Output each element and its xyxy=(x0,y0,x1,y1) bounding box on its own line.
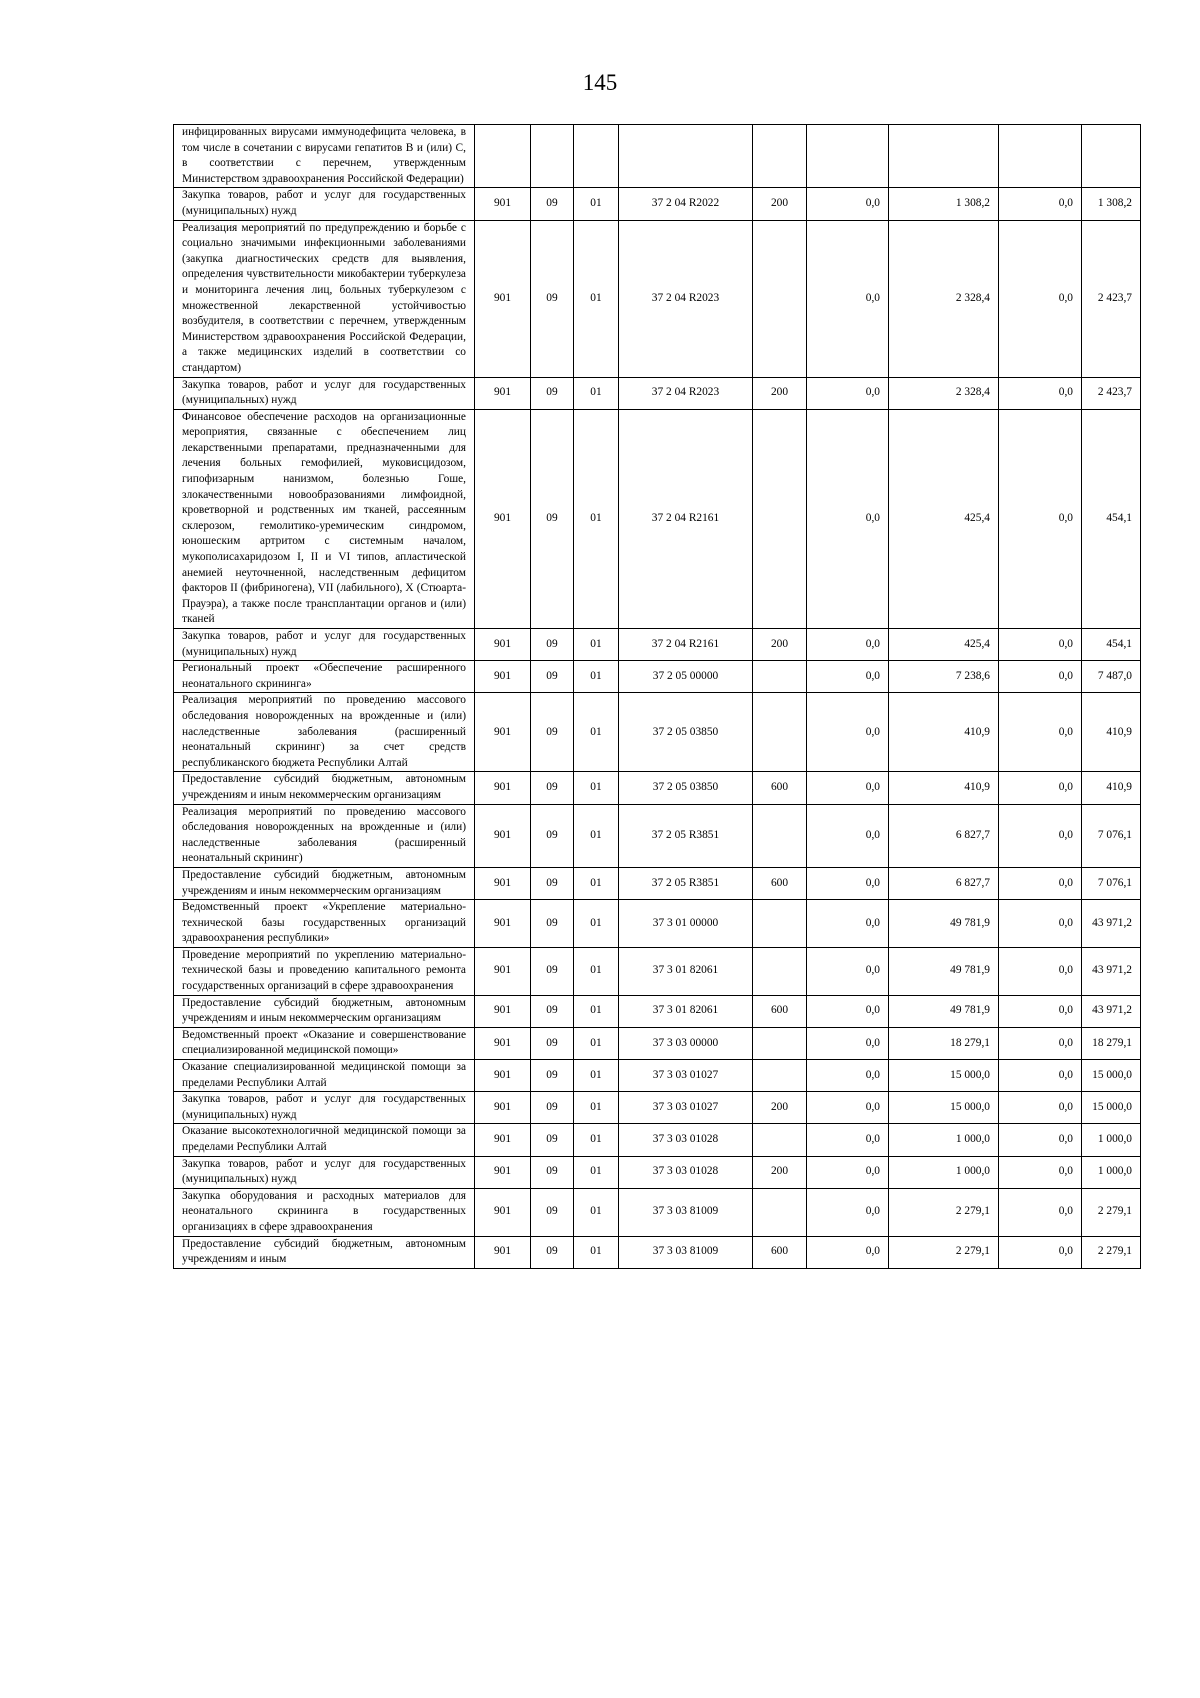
amount-col-4: 7 487,0 xyxy=(1082,661,1141,693)
table-row xyxy=(174,188,1141,220)
target-article-code xyxy=(619,125,753,188)
amount-col-2: 2 328,4 xyxy=(889,377,999,409)
ministry-code: 901 xyxy=(475,1124,531,1156)
amount-col-3: 0,0 xyxy=(999,867,1082,899)
expense-type-code: 200 xyxy=(753,188,807,220)
amount-col-2: 2 279,1 xyxy=(889,1236,999,1268)
subsection-code: 01 xyxy=(574,693,619,772)
amount-col-2: 6 827,7 xyxy=(889,867,999,899)
target-article-code: 37 3 03 01027 xyxy=(619,1060,753,1092)
target-article-code: 37 2 05 03850 xyxy=(619,772,753,804)
subsection-code: 01 xyxy=(574,1236,619,1268)
table-row xyxy=(174,1156,1141,1188)
table-row xyxy=(174,1236,1141,1268)
expense-type-code: 600 xyxy=(753,772,807,804)
section-code xyxy=(531,125,574,188)
subsection-code: 01 xyxy=(574,900,619,948)
subsection-code: 01 xyxy=(574,1156,619,1188)
ministry-code: 901 xyxy=(475,1060,531,1092)
expense-type-code xyxy=(753,1027,807,1059)
target-article-code: 37 3 03 01028 xyxy=(619,1156,753,1188)
expense-type-code xyxy=(753,804,807,867)
amount-col-1: 0,0 xyxy=(807,947,889,995)
row-description: Финансовое обеспечение расходов на организационные мероприятия, связанные с обеспечением лиц лекарственными препаратами, предназначенными для лечения больных гемофилией, муковисцидозом, гипофизарным нанизмом, болезнью Гоше, злокачественными новообразованиями лимфоидной, кроветворной и родственных им тканей, рассеянным склерозом, гемолитико-уремическим синдромом, юношеским артритом с системным началом, мукополисахаридозом I, II и VI типов, апластической анемией неуточненной, наследственным дефицитом факторов II (фибриногена), VII (лабильного), X (Стюарта-Прауэра), а также после трансплантации органов и (или) тканей xyxy=(174,409,475,628)
target-article-code: 37 2 05 R3851 xyxy=(619,804,753,867)
amount-col-2: 425,4 xyxy=(889,409,999,628)
amount-col-1: 0,0 xyxy=(807,661,889,693)
table-row xyxy=(174,804,1141,867)
ministry-code: 901 xyxy=(475,377,531,409)
amount-col-1: 0,0 xyxy=(807,693,889,772)
amount-col-4: 43 971,2 xyxy=(1082,947,1141,995)
section-code: 09 xyxy=(531,1027,574,1059)
amount-col-2 xyxy=(889,125,999,188)
amount-col-1: 0,0 xyxy=(807,629,889,661)
expense-type-code xyxy=(753,125,807,188)
section-code: 09 xyxy=(531,409,574,628)
amount-col-1: 0,0 xyxy=(807,1060,889,1092)
ministry-code: 901 xyxy=(475,693,531,772)
subsection-code: 01 xyxy=(574,1092,619,1124)
amount-col-4: 1 000,0 xyxy=(1082,1124,1141,1156)
amount-col-2: 1 000,0 xyxy=(889,1156,999,1188)
amount-col-3: 0,0 xyxy=(999,188,1082,220)
ministry-code: 901 xyxy=(475,220,531,377)
table-row xyxy=(174,661,1141,693)
amount-col-3: 0,0 xyxy=(999,220,1082,377)
ministry-code: 901 xyxy=(475,629,531,661)
budget-table xyxy=(173,124,1141,1269)
target-article-code: 37 3 03 81009 xyxy=(619,1188,753,1236)
amount-col-4: 1 000,0 xyxy=(1082,1156,1141,1188)
amount-col-1: 0,0 xyxy=(807,220,889,377)
expense-type-code: 200 xyxy=(753,629,807,661)
amount-col-1: 0,0 xyxy=(807,409,889,628)
subsection-code: 01 xyxy=(574,1188,619,1236)
row-description: Проведение мероприятий по укреплению материально-технической базы и проведению капитального ремонта государственных организаций в сфере здравоохранения xyxy=(174,947,475,995)
amount-col-3: 0,0 xyxy=(999,947,1082,995)
table-row xyxy=(174,693,1141,772)
subsection-code: 01 xyxy=(574,995,619,1027)
row-description: Предоставление субсидий бюджетным, автономным учреждениям и иным некоммерческим организациям xyxy=(174,867,475,899)
ministry-code: 901 xyxy=(475,1027,531,1059)
amount-col-2: 1 000,0 xyxy=(889,1124,999,1156)
section-code: 09 xyxy=(531,377,574,409)
expense-type-code xyxy=(753,1060,807,1092)
section-code: 09 xyxy=(531,772,574,804)
section-code: 09 xyxy=(531,1124,574,1156)
amount-col-1: 0,0 xyxy=(807,804,889,867)
amount-col-2: 7 238,6 xyxy=(889,661,999,693)
amount-col-1: 0,0 xyxy=(807,1156,889,1188)
expense-type-code: 600 xyxy=(753,995,807,1027)
amount-col-2: 2 328,4 xyxy=(889,220,999,377)
subsection-code: 01 xyxy=(574,1060,619,1092)
expense-type-code xyxy=(753,1124,807,1156)
amount-col-1: 0,0 xyxy=(807,1092,889,1124)
expense-type-code xyxy=(753,409,807,628)
table-row xyxy=(174,125,1141,188)
amount-col-2: 18 279,1 xyxy=(889,1027,999,1059)
section-code: 09 xyxy=(531,1092,574,1124)
row-description: Закупка товаров, работ и услуг для государственных (муниципальных) нужд xyxy=(174,629,475,661)
row-description: Закупка товаров, работ и услуг для государственных (муниципальных) нужд xyxy=(174,1092,475,1124)
target-article-code: 37 2 05 03850 xyxy=(619,693,753,772)
amount-col-3: 0,0 xyxy=(999,900,1082,948)
target-article-code: 37 3 01 00000 xyxy=(619,900,753,948)
amount-col-3: 0,0 xyxy=(999,995,1082,1027)
amount-col-3: 0,0 xyxy=(999,1092,1082,1124)
row-description: Предоставление субсидий бюджетным, автономным учреждениям и иным некоммерческим организациям xyxy=(174,995,475,1027)
amount-col-2: 6 827,7 xyxy=(889,804,999,867)
ministry-code: 901 xyxy=(475,804,531,867)
ministry-code: 901 xyxy=(475,1236,531,1268)
expense-type-code: 200 xyxy=(753,1156,807,1188)
amount-col-3: 0,0 xyxy=(999,1124,1082,1156)
expense-type-code: 600 xyxy=(753,867,807,899)
amount-col-4: 454,1 xyxy=(1082,409,1141,628)
amount-col-4: 15 000,0 xyxy=(1082,1060,1141,1092)
row-description: Региональный проект «Обеспечение расширенного неонатального скрининга» xyxy=(174,661,475,693)
section-code: 09 xyxy=(531,995,574,1027)
row-description: Закупка оборудования и расходных материалов для неонатального скрининга в государственных организациях в сфере здравоохранения xyxy=(174,1188,475,1236)
amount-col-1: 0,0 xyxy=(807,772,889,804)
row-description: Закупка товаров, работ и услуг для государственных (муниципальных) нужд xyxy=(174,1156,475,1188)
expense-type-code xyxy=(753,220,807,377)
target-article-code: 37 3 01 82061 xyxy=(619,995,753,1027)
section-code: 09 xyxy=(531,1156,574,1188)
amount-col-4: 18 279,1 xyxy=(1082,1027,1141,1059)
amount-col-3: 0,0 xyxy=(999,693,1082,772)
row-description: Ведомственный проект «Оказание и совершенствование специализированной медицинской помощи» xyxy=(174,1027,475,1059)
row-description: Оказание специализированной медицинской помощи за пределами Республики Алтай xyxy=(174,1060,475,1092)
amount-col-3: 0,0 xyxy=(999,409,1082,628)
table-row xyxy=(174,947,1141,995)
table-row xyxy=(174,1027,1141,1059)
subsection-code: 01 xyxy=(574,947,619,995)
amount-col-4: 7 076,1 xyxy=(1082,804,1141,867)
ministry-code: 901 xyxy=(475,867,531,899)
amount-col-4: 2 279,1 xyxy=(1082,1188,1141,1236)
row-description: Предоставление субсидий бюджетным, автономным учреждениям и иным xyxy=(174,1236,475,1268)
target-article-code: 37 2 04 R2022 xyxy=(619,188,753,220)
amount-col-1: 0,0 xyxy=(807,1236,889,1268)
target-article-code: 37 2 04 R2161 xyxy=(619,629,753,661)
expense-type-code xyxy=(753,693,807,772)
amount-col-2: 49 781,9 xyxy=(889,995,999,1027)
amount-col-1: 0,0 xyxy=(807,1124,889,1156)
table-row xyxy=(174,1188,1141,1236)
target-article-code: 37 2 04 R2023 xyxy=(619,220,753,377)
subsection-code: 01 xyxy=(574,804,619,867)
section-code: 09 xyxy=(531,900,574,948)
amount-col-4: 410,9 xyxy=(1082,693,1141,772)
table-row xyxy=(174,1124,1141,1156)
amount-col-4: 15 000,0 xyxy=(1082,1092,1141,1124)
table-row xyxy=(174,772,1141,804)
target-article-code: 37 3 03 01027 xyxy=(619,1092,753,1124)
ministry-code: 901 xyxy=(475,772,531,804)
section-code: 09 xyxy=(531,804,574,867)
target-article-code: 37 2 05 00000 xyxy=(619,661,753,693)
amount-col-4: 2 423,7 xyxy=(1082,377,1141,409)
amount-col-1: 0,0 xyxy=(807,188,889,220)
row-description: Реализация мероприятий по предупреждению и борьбе с социально значимыми инфекционными заболеваниями (закупка диагностических средств для выявления, определения чувствительности микобактерии туберкулеза и мониторинга лечения лиц, больных туберкулезом с множественной лекарственной устойчивостью возбудителя, в соответствии с перечнем, утвержденным Министерством здравоохранения Российской Федерации, а также медицинских изделий в соответствии со стандартом) xyxy=(174,220,475,377)
amount-col-3: 0,0 xyxy=(999,1188,1082,1236)
ministry-code: 901 xyxy=(475,409,531,628)
subsection-code: 01 xyxy=(574,188,619,220)
section-code: 09 xyxy=(531,1188,574,1236)
target-article-code: 37 3 03 01028 xyxy=(619,1124,753,1156)
amount-col-4: 43 971,2 xyxy=(1082,900,1141,948)
row-description: Закупка товаров, работ и услуг для государственных (муниципальных) нужд xyxy=(174,188,475,220)
amount-col-3 xyxy=(999,125,1082,188)
subsection-code: 01 xyxy=(574,409,619,628)
table-row xyxy=(174,995,1141,1027)
amount-col-3: 0,0 xyxy=(999,804,1082,867)
amount-col-3: 0,0 xyxy=(999,1060,1082,1092)
row-description: Реализация мероприятий по проведению массового обследования новорожденных на врожденные и (или) наследственные заболевания (расширенный неонатальный скрининг) xyxy=(174,804,475,867)
expense-type-code xyxy=(753,947,807,995)
table-row xyxy=(174,220,1141,377)
expense-type-code xyxy=(753,661,807,693)
section-code: 09 xyxy=(531,188,574,220)
amount-col-1: 0,0 xyxy=(807,867,889,899)
amount-col-3: 0,0 xyxy=(999,772,1082,804)
amount-col-1: 0,0 xyxy=(807,377,889,409)
subsection-code: 01 xyxy=(574,1124,619,1156)
amount-col-3: 0,0 xyxy=(999,377,1082,409)
table-row xyxy=(174,867,1141,899)
table-row xyxy=(174,1092,1141,1124)
amount-col-2: 2 279,1 xyxy=(889,1188,999,1236)
amount-col-2: 49 781,9 xyxy=(889,900,999,948)
section-code: 09 xyxy=(531,693,574,772)
subsection-code: 01 xyxy=(574,661,619,693)
subsection-code: 01 xyxy=(574,867,619,899)
section-code: 09 xyxy=(531,1236,574,1268)
section-code: 09 xyxy=(531,1060,574,1092)
target-article-code: 37 2 05 R3851 xyxy=(619,867,753,899)
section-code: 09 xyxy=(531,947,574,995)
amount-col-4 xyxy=(1082,125,1141,188)
row-description: Реализация мероприятий по проведению массового обследования новорожденных на врожденные и (или) наследственные заболевания (расширенный неонатальный скрининг) за счет средств республиканского бюджета Республики Алтай xyxy=(174,693,475,772)
section-code: 09 xyxy=(531,220,574,377)
amount-col-4: 43 971,2 xyxy=(1082,995,1141,1027)
expense-type-code: 200 xyxy=(753,1092,807,1124)
amount-col-4: 2 279,1 xyxy=(1082,1236,1141,1268)
subsection-code: 01 xyxy=(574,1027,619,1059)
ministry-code: 901 xyxy=(475,188,531,220)
row-description: Предоставление субсидий бюджетным, автономным учреждениям и иным некоммерческим организациям xyxy=(174,772,475,804)
subsection-code: 01 xyxy=(574,629,619,661)
amount-col-1: 0,0 xyxy=(807,1027,889,1059)
subsection-code: 01 xyxy=(574,377,619,409)
row-description: Ведомственный проект «Укрепление материально-технической базы государственных организаций здравоохранения республики» xyxy=(174,900,475,948)
amount-col-3: 0,0 xyxy=(999,661,1082,693)
ministry-code: 901 xyxy=(475,900,531,948)
amount-col-2: 410,9 xyxy=(889,693,999,772)
section-code: 09 xyxy=(531,629,574,661)
amount-col-1: 0,0 xyxy=(807,995,889,1027)
table-row xyxy=(174,409,1141,628)
page-number: 145 xyxy=(582,70,618,95)
table-row xyxy=(174,1060,1141,1092)
row-description: Оказание высокотехнологичной медицинской помощи за пределами Республики Алтай xyxy=(174,1124,475,1156)
target-article-code: 37 3 01 82061 xyxy=(619,947,753,995)
expense-type-code: 600 xyxy=(753,1236,807,1268)
subsection-code xyxy=(574,125,619,188)
amount-col-4: 2 423,7 xyxy=(1082,220,1141,377)
amount-col-3: 0,0 xyxy=(999,629,1082,661)
target-article-code: 37 3 03 00000 xyxy=(619,1027,753,1059)
expense-type-code xyxy=(753,900,807,948)
row-description: Закупка товаров, работ и услуг для государственных (муниципальных) нужд xyxy=(174,377,475,409)
expense-type-code xyxy=(753,1188,807,1236)
amount-col-3: 0,0 xyxy=(999,1156,1082,1188)
ministry-code: 901 xyxy=(475,1092,531,1124)
subsection-code: 01 xyxy=(574,772,619,804)
ministry-code: 901 xyxy=(475,1156,531,1188)
amount-col-2: 49 781,9 xyxy=(889,947,999,995)
ministry-code: 901 xyxy=(475,1188,531,1236)
amount-col-2: 410,9 xyxy=(889,772,999,804)
table-row xyxy=(174,629,1141,661)
amount-col-3: 0,0 xyxy=(999,1236,1082,1268)
target-article-code: 37 2 04 R2161 xyxy=(619,409,753,628)
ministry-code xyxy=(475,125,531,188)
ministry-code: 901 xyxy=(475,661,531,693)
ministry-code: 901 xyxy=(475,995,531,1027)
section-code: 09 xyxy=(531,867,574,899)
amount-col-4: 7 076,1 xyxy=(1082,867,1141,899)
amount-col-1: 0,0 xyxy=(807,1188,889,1236)
section-code: 09 xyxy=(531,661,574,693)
ministry-code: 901 xyxy=(475,947,531,995)
amount-col-3: 0,0 xyxy=(999,1027,1082,1059)
target-article-code: 37 3 03 81009 xyxy=(619,1236,753,1268)
amount-col-1: 0,0 xyxy=(807,900,889,948)
table-row xyxy=(174,377,1141,409)
subsection-code: 01 xyxy=(574,220,619,377)
expense-type-code: 200 xyxy=(753,377,807,409)
amount-col-4: 410,9 xyxy=(1082,772,1141,804)
amount-col-4: 1 308,2 xyxy=(1082,188,1141,220)
amount-col-1 xyxy=(807,125,889,188)
amount-col-2: 15 000,0 xyxy=(889,1092,999,1124)
target-article-code: 37 2 04 R2023 xyxy=(619,377,753,409)
amount-col-2: 1 308,2 xyxy=(889,188,999,220)
table-body xyxy=(174,125,1141,1269)
amount-col-2: 15 000,0 xyxy=(889,1060,999,1092)
amount-col-4: 454,1 xyxy=(1082,629,1141,661)
row-description: инфицированных вирусами иммунодефицита человека, в том числе в сочетании с вирусами гепатитов B и (или) C, в соответствии с перечнем, утвержденным Министерством здравоохранения Российской Федерации) xyxy=(174,125,475,188)
table-row xyxy=(174,900,1141,948)
amount-col-2: 425,4 xyxy=(889,629,999,661)
